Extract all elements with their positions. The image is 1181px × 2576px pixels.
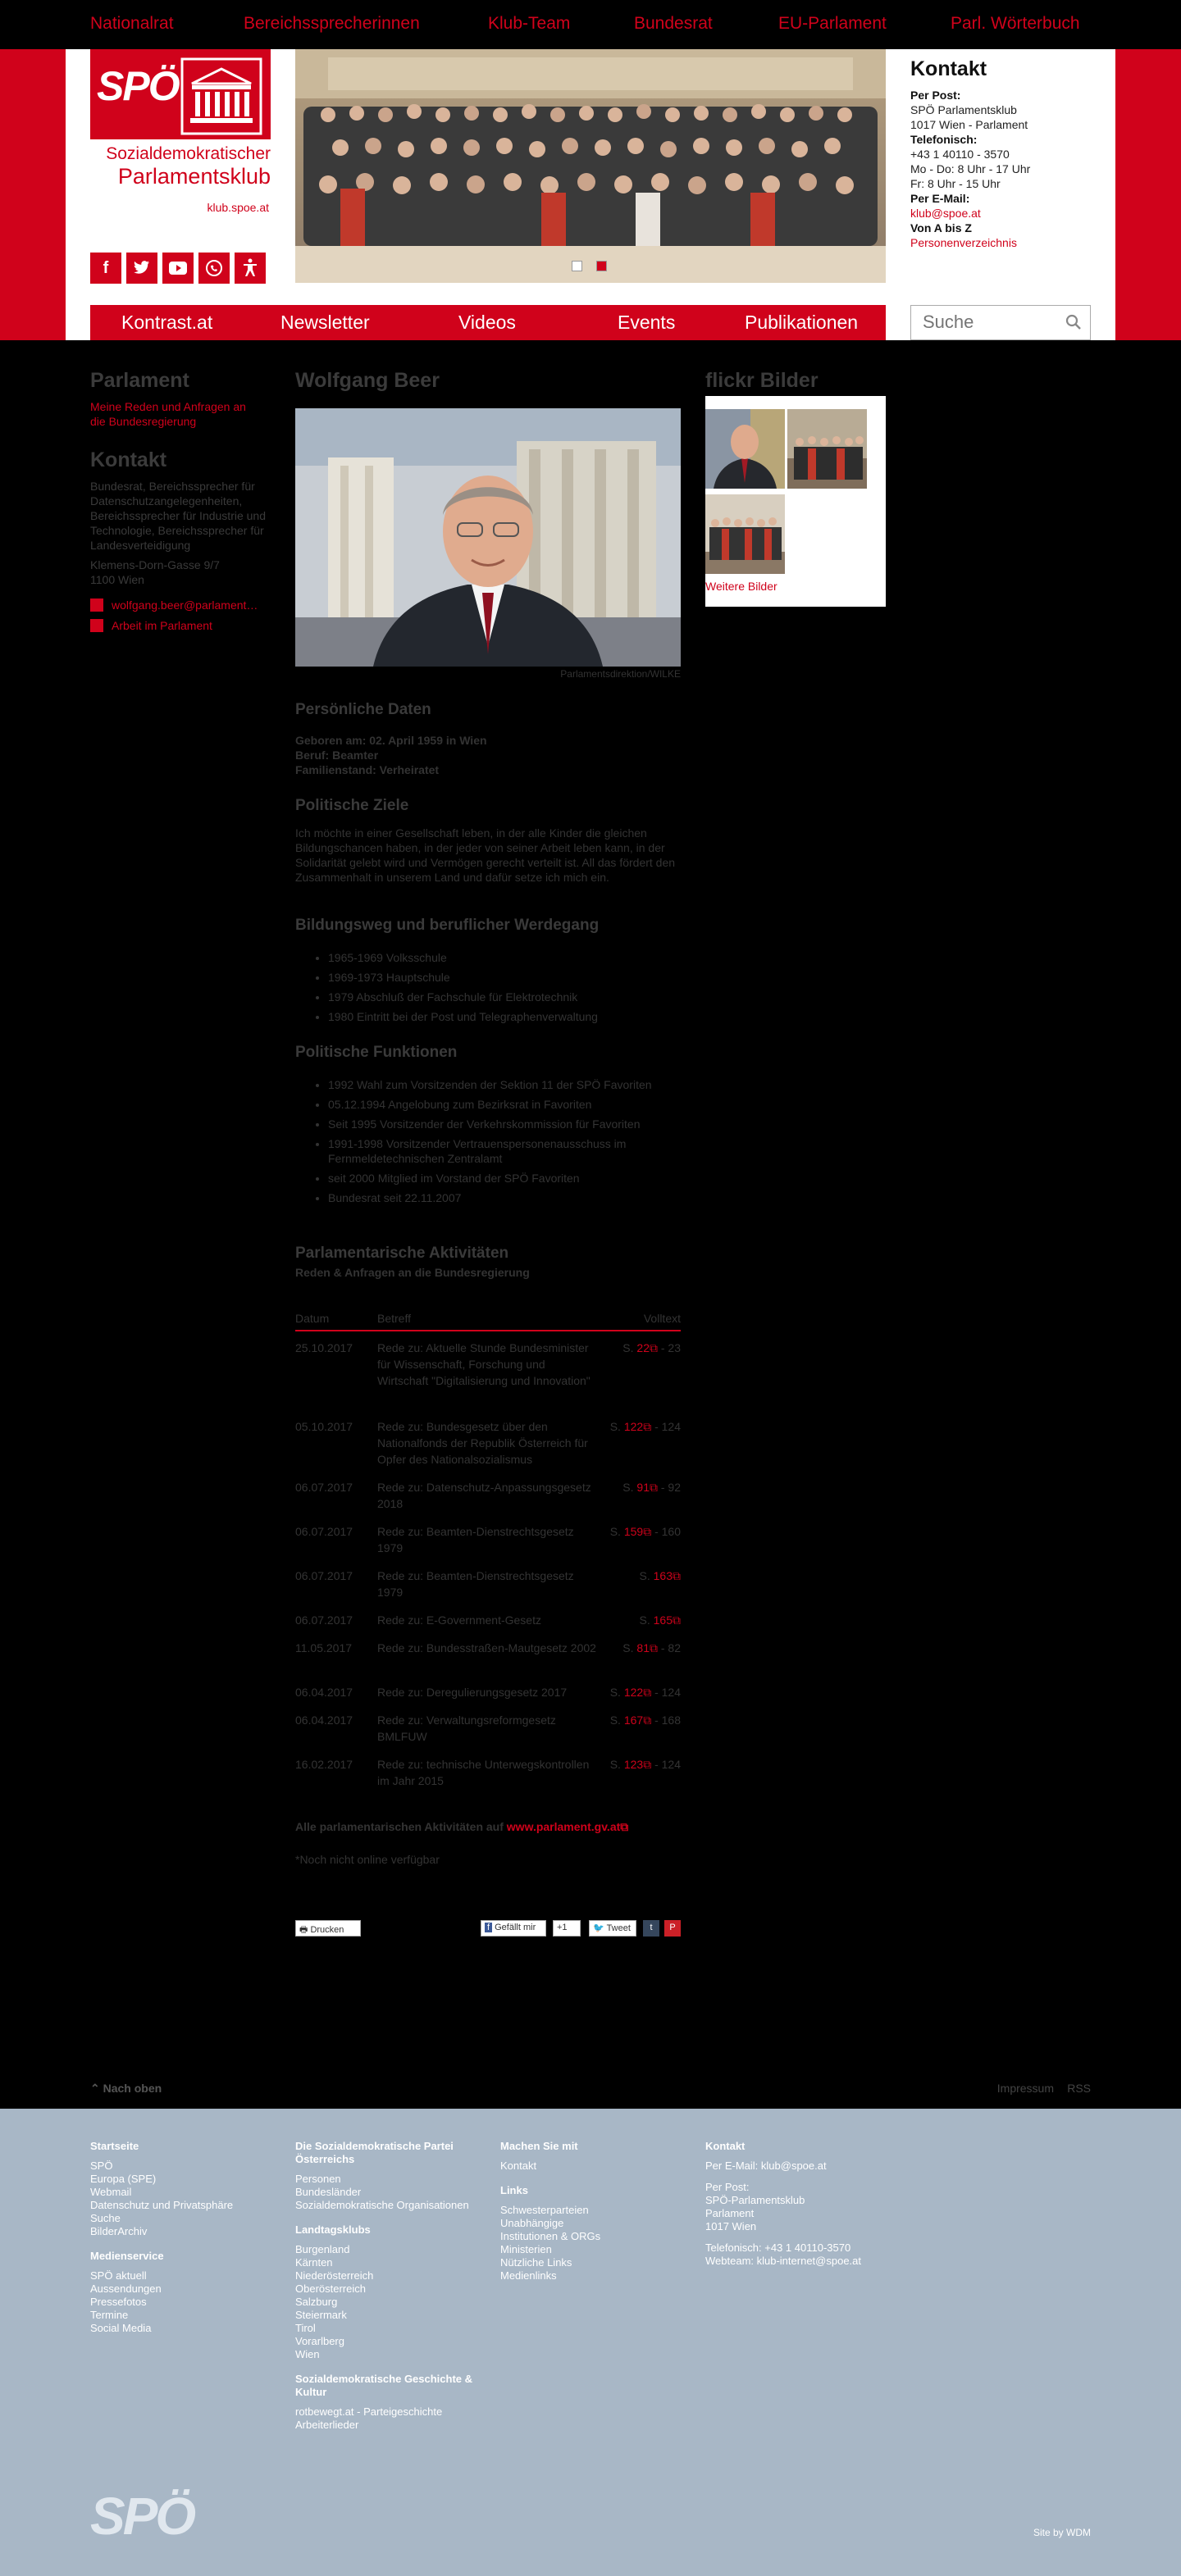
topnav-bereichssprecherinnen[interactable]: Bereichssprecherinnen [244,14,420,33]
footer-column-4 [705,2140,894,2268]
list-item: • 05.12.1994 Angelobung zum Bezirksrat in Favoriten [328,1095,681,1114]
kontakt-heading: Kontakt [90,448,167,471]
parlament-heading: Parlament [90,369,189,392]
logo-url[interactable]: klub.spoe.at [207,201,269,214]
table-header-divider [295,1330,681,1331]
footer-link[interactable]: Personen [295,2173,341,2185]
header-contact-title: Kontakt [910,57,987,80]
all-activities-line: Alle parlamentarischen Aktivitäten auf www.parlament.gv.at⧉ [295,1820,629,1833]
footer-mail: Per E-Mail: klub@spoe.at [705,2160,827,2172]
portrait-photo [295,408,681,667]
politische-funktionen-list [328,1075,681,1208]
site-by-link[interactable]: Site by WDM [1033,2527,1091,2538]
footer-link[interactable]: Pressefotos [90,2296,147,2308]
facebook-like-button[interactable] [481,1920,546,1937]
nav-events[interactable]: Events [618,312,676,333]
footer-link[interactable]: Steiermark [295,2309,347,2321]
logo-line1: Sozialdemokratischer [106,144,271,163]
row-volltext: S. 165⧉ [639,1613,681,1627]
search-input[interactable] [923,312,1062,332]
footer-link[interactable]: Vorarlberg [295,2335,344,2347]
footer-link[interactable]: Arbeiterlieder [295,2419,359,2431]
footer-link[interactable]: Ministerien [500,2243,552,2255]
row-volltext: S. 122⧉ - 124 [609,1420,681,1433]
personenverzeichnis-link[interactable]: Personenverzeichnis [910,236,1017,249]
tel-number: +43 1 40110 - 3570 [910,148,1010,161]
address-line2: 1100 Wien [90,573,144,586]
footer-heading: Medienservice [90,2250,164,2262]
row-date: 06.04.2017 [295,1714,353,1727]
logo-spoe-text: SPÖ [97,63,179,109]
footer-link[interactable]: Suche [90,2212,121,2224]
row-volltext: S. 159⧉ - 160 [609,1525,681,1538]
page-link[interactable]: 167 [623,1714,644,1727]
nav-videos[interactable]: Videos [458,312,516,333]
facebook-icon: f [485,1923,492,1932]
post-line2: 1017 Wien - Parlament [910,118,1028,131]
topnav-eu-parlament[interactable]: EU-Parlament [778,14,887,33]
row-date: 06.07.2017 [295,1569,353,1582]
footer-link[interactable]: SPÖ [90,2160,113,2172]
row-date: 05.10.2017 [295,1420,353,1433]
back-to-top-link[interactable] [90,2082,162,2096]
group-photo-carousel[interactable] [295,49,886,283]
footer-heading: Links [500,2184,528,2196]
list-item: • 1992 Wahl zum Vorsitzenden der Sektion 11 der SPÖ Favoriten [328,1075,681,1095]
footer-link[interactable]: Datenschutz und Privatsphäre [90,2199,234,2211]
row-date: 11.05.2017 [295,1641,353,1654]
footer-post-line1: SPÖ-Parlamentsklub [705,2194,805,2206]
print-label: Drucken [310,1925,344,1935]
flickr-thumbnail[interactable] [705,494,785,574]
list-item: • Bundesrat seit 22.11.2007 [328,1188,681,1208]
list-item: • 1965-1969 Volksschule [328,948,681,967]
photo-credit: Parlamentsdirektion/WILKE [560,668,681,680]
footer-heading: Machen Sie mit [500,2140,578,2152]
facebook-icon[interactable]: f [90,253,121,284]
tumblr-icon[interactable]: t [643,1920,659,1937]
tweet-button[interactable] [589,1920,636,1937]
row-volltext: S. 81⧉ - 82 [622,1641,681,1654]
nav-publikationen[interactable]: Publikationen [745,312,859,333]
footer-column-2 [295,2140,484,2432]
reden-anfragen-link[interactable]: Meine Reden und Anfragen an die Bundesregierung [90,400,246,428]
parliament-icon [90,619,103,632]
row-volltext: S. 91⧉ - 92 [622,1481,681,1494]
list-item: • Seit 1995 Vorsitzender der Verkehrskommission für Favoriten [328,1114,681,1134]
az-label: Von A bis Z [910,221,972,234]
page-title: Wolfgang Beer [295,369,440,392]
email-icon [90,598,103,612]
footer-link[interactable]: Bundesländer [295,2186,362,2198]
whatsapp-icon[interactable] [198,253,230,284]
list-item: • seit 2000 Mitglied im Vorstand der SPÖ Favoriten [328,1168,681,1188]
topnav-bundesrat[interactable]: Bundesrat [634,14,713,33]
footer-link[interactable]: Schwesterparteien [500,2204,589,2216]
page-link[interactable]: 122 [623,1686,644,1699]
page-link[interactable]: 165 [653,1613,673,1627]
spoe-logo[interactable] [90,49,271,139]
page-link[interactable]: 81 [636,1641,650,1654]
footer-link[interactable]: Aussendungen [90,2282,162,2295]
footer-heading: Startseite [90,2140,139,2152]
bildungsweg-list [328,948,681,1026]
footer-link[interactable]: Termine [90,2309,129,2321]
footer-spoe-logo: SPÖ [90,2487,194,2546]
page-link[interactable]: 122 [623,1420,644,1433]
footer-link[interactable]: Unabhängige [500,2217,564,2229]
twitter-icon: 🐦 [593,1923,604,1933]
list-item: • 1980 Eintritt bei der Post und Telegraphenverwaltung [328,1007,681,1026]
print-icon: 🖶 [299,1925,308,1935]
gplus-button[interactable]: +1 [553,1920,581,1937]
search-icon[interactable] [1065,314,1082,330]
hours-line2: Fr: 8 Uhr - 15 Uhr [910,177,1001,190]
bildungsweg-heading: Bildungsweg und beruflicher Werdegang [295,917,600,934]
row-volltext: S. 163⧉ [639,1569,681,1582]
list-item: • 1991-1998 Vorsitzender Vertrauenspersonenausschuss im Fernmeldetechnischen Zentralamt [328,1134,681,1168]
row-betreff: Rede zu: Verwaltungsreformgesetz BMLFUW [377,1714,556,1743]
address-line1: Klemens-Dorn-Gasse 9/7 [90,558,220,571]
row-date: 06.07.2017 [295,1613,353,1627]
footer-link[interactable]: Institutionen & ORGs [500,2230,601,2242]
politische-ziele-heading: Politische Ziele [295,797,409,814]
page-link[interactable]: 163 [653,1569,673,1582]
twitter-icon[interactable] [126,253,157,284]
footer-link[interactable]: Europa (SPE) [90,2173,157,2185]
impressum-link[interactable]: Impressum [996,2082,1054,2095]
row-betreff: Rede zu: Bundesgesetz über den Nationalfonds der Republik Österreich für Opfer des Nationalsozialismus [377,1420,588,1466]
footer-heading: Die Sozialdemokratische Partei Österreichs [295,2140,454,2165]
role-text: Bundesrat, Bereichssprecher für Datenschutzangelegenheiten, Bereichssprecher für Industrie und Technologie, Bereichssprecher für Landesverteidigung [90,480,266,552]
row-volltext: S. 167⧉ - 168 [609,1714,681,1727]
flickr-thumbnail[interactable] [787,409,867,489]
row-date: 16.02.2017 [295,1758,353,1771]
row-betreff: Rede zu: technische Unterwegskontrollen im Jahr 2015 [377,1758,590,1787]
topnav-parl-woerterbuch[interactable]: Parl. Wörterbuch [951,14,1080,33]
beruf-text: Beruf: Beamter [295,749,379,762]
row-date: 06.07.2017 [295,1481,353,1494]
mail-link[interactable]: klub@spoe.at [910,207,981,220]
footer-post-label: Per Post: [705,2181,750,2193]
footer-link[interactable]: Nützliche Links [500,2256,572,2269]
row-betreff: Rede zu: Bundesstraßen-Mautgesetz 2002 [377,1641,596,1654]
footer-tel: Telefonisch: +43 1 40110-3570 [705,2241,851,2254]
column-header-volltext: Volltext [643,1312,681,1325]
search-box [910,305,1091,340]
footer-heading: Landtagsklubs [295,2223,371,2236]
parliament-building-icon [180,57,262,135]
row-betreff: Rede zu: Deregulierungsgesetz 2017 [377,1686,568,1699]
accessibility-icon[interactable] [235,253,266,284]
share-bar [295,1920,681,1938]
footer-link[interactable]: Sozialdemokratische Organisationen [295,2199,469,2211]
tweet-label: Tweet [606,1923,631,1933]
footer-column-1 [90,2140,279,2335]
row-betreff: Rede zu: Datenschutz-Anpassungsgesetz 2018 [377,1481,591,1510]
flickr-widget [705,369,886,593]
tel-label: Telefonisch: [910,133,978,146]
group-photo-image [295,49,886,283]
aktivitaeten-heading: Parlamentarische Aktivitäten [295,1245,509,1262]
chevron-up-icon: ⌃ [90,2082,100,2095]
geburt-text: Geboren am: 02. April 1959 in Wien [295,734,487,747]
footer-webteam: Webteam: klub-internet@spoe.at [705,2255,861,2267]
main-content [295,369,681,1866]
footer-link[interactable]: Burgenland [295,2243,350,2255]
nav-newsletter[interactable]: Newsletter [280,312,370,333]
politische-funktionen-heading: Politische Funktionen [295,1044,458,1061]
list-item: • 1969-1973 Hauptschule [328,967,681,987]
email-link[interactable]: wolfgang.beer@parlament… [112,598,258,612]
rss-link[interactable]: RSS [1067,2082,1091,2095]
footer-link[interactable]: Wien [295,2348,320,2360]
politische-ziele-text: Ich möchte in einer Gesellschaft leben, in der alle Kinder die gleichen Bildungschancen haben, in der jeder von seiner Arbeit leben kann, in der Solidarität gelebt wird und Vermögen gerecht verteilt ist. All das fördert den Zusammenhalt in unserem Land und dafür setze ich mich ein. [295,826,676,884]
hours-line1: Mo - Do: 8 Uhr - 17 Uhr [910,162,1031,175]
row-betreff: Rede zu: E-Government-Gesetz [377,1613,541,1627]
flickr-heading: flickr Bilder [705,369,818,392]
footer-post-line2: Parlament [705,2207,755,2219]
print-button[interactable] [295,1920,361,1937]
footer-link[interactable]: Salzburg [295,2296,338,2308]
footer-link[interactable]: Niederösterreich [295,2269,374,2282]
portrait-image [295,408,681,667]
row-volltext: S. 122⧉ - 124 [609,1686,681,1699]
header-contact [910,57,1099,250]
youtube-icon[interactable] [162,253,194,284]
footer-link[interactable]: Oberösterreich [295,2282,366,2295]
flickr-box [705,396,886,607]
footer-link[interactable]: SPÖ aktuell [90,2269,147,2282]
footer-post-line3: 1017 Wien [705,2220,757,2232]
row-betreff: Rede zu: Aktuelle Stunde Bundesminister für Wissenschaft, Forschung und Wirtschaft "Digitalisierung und Innovation" [377,1341,590,1387]
footer-link[interactable]: Tirol [295,2322,316,2334]
top-navigation [0,0,1181,49]
carousel-dot-2[interactable] [596,261,607,271]
nav-kontrast[interactable]: Kontrast.at [121,312,213,333]
carousel-dot-1[interactable] [572,261,582,271]
footer-column-3 [500,2140,689,2282]
column-header-betreff: Betreff [377,1312,411,1325]
persoenliche-daten-heading: Persönliche Daten [295,701,431,718]
footer-link[interactable]: Social Media [90,2322,152,2334]
footer-link[interactable]: Kärnten [295,2256,333,2269]
row-date: 06.07.2017 [295,1525,353,1538]
row-volltext: S. 123⧉ - 124 [609,1758,681,1771]
footer-heading: Kontakt [705,2140,746,2152]
row-date: 06.04.2017 [295,1686,353,1699]
back-to-top-label: Nach oben [103,2082,162,2095]
footer-link[interactable]: rotbewegt.at - Parteigeschichte [295,2405,443,2418]
mail-label: Per E-Mail: [910,192,970,205]
row-volltext: S. 22⧉ - 23 [622,1341,681,1354]
footer-link[interactable]: BilderArchiv [90,2225,148,2237]
page-link[interactable]: 91 [636,1481,650,1494]
list-item: • 1979 Abschluß der Fachschule für Elektrotechnik [328,987,681,1007]
footer-link[interactable]: Kontakt [500,2160,537,2172]
facebook-like-label: Gefällt mir [495,1923,536,1932]
page-link[interactable]: 123 [623,1758,644,1771]
footer-bar [0,2070,1181,2109]
page-link[interactable]: 159 [623,1525,644,1538]
not-online-note: *Noch nicht online verfügbar [295,1853,440,1866]
aktivitaeten-subtitle: Reden & Anfragen an die Bundesregierung [295,1266,530,1279]
footer [0,2109,1181,2576]
row-betreff: Rede zu: Beamten-Dienstrechtsgesetz 1979 [377,1525,574,1554]
post-line1: SPÖ Parlamentsklub [910,103,1017,116]
column-header-date: Datum [295,1312,330,1325]
footer-heading: Sozialdemokratische Geschichte & Kultur [295,2373,473,2398]
parlament-gv-link[interactable]: www.parlament.gv.at [506,1820,621,1833]
pinterest-icon[interactable]: P [664,1920,681,1937]
row-date: 25.10.2017 [295,1341,353,1354]
page-link[interactable]: 22 [636,1341,650,1354]
footer-link[interactable]: Medienlinks [500,2269,557,2282]
post-label: Per Post: [910,89,961,102]
left-sidebar [90,369,271,633]
main-navigation [90,305,886,340]
persoenliche-daten [295,733,681,777]
all-activities-prefix: Alle parlamentarischen Aktivitäten auf [295,1820,507,1833]
weitere-bilder-link[interactable]: Weitere Bilder [705,580,777,593]
arbeit-parlament-link[interactable]: Arbeit im Parlament [112,619,212,632]
footer-link[interactable]: Webmail [90,2186,132,2198]
row-betreff: Rede zu: Beamten-Dienstrechtsgesetz 1979 [377,1569,574,1599]
topnav-nationalrat[interactable]: Nationalrat [90,14,174,33]
flickr-thumbnail[interactable] [705,409,785,489]
topnav-klub-team[interactable]: Klub-Team [488,14,571,33]
familienstand-text: Familienstand: Verheiratet [295,763,440,776]
logo-line2: Parlamentsklub [117,164,271,189]
